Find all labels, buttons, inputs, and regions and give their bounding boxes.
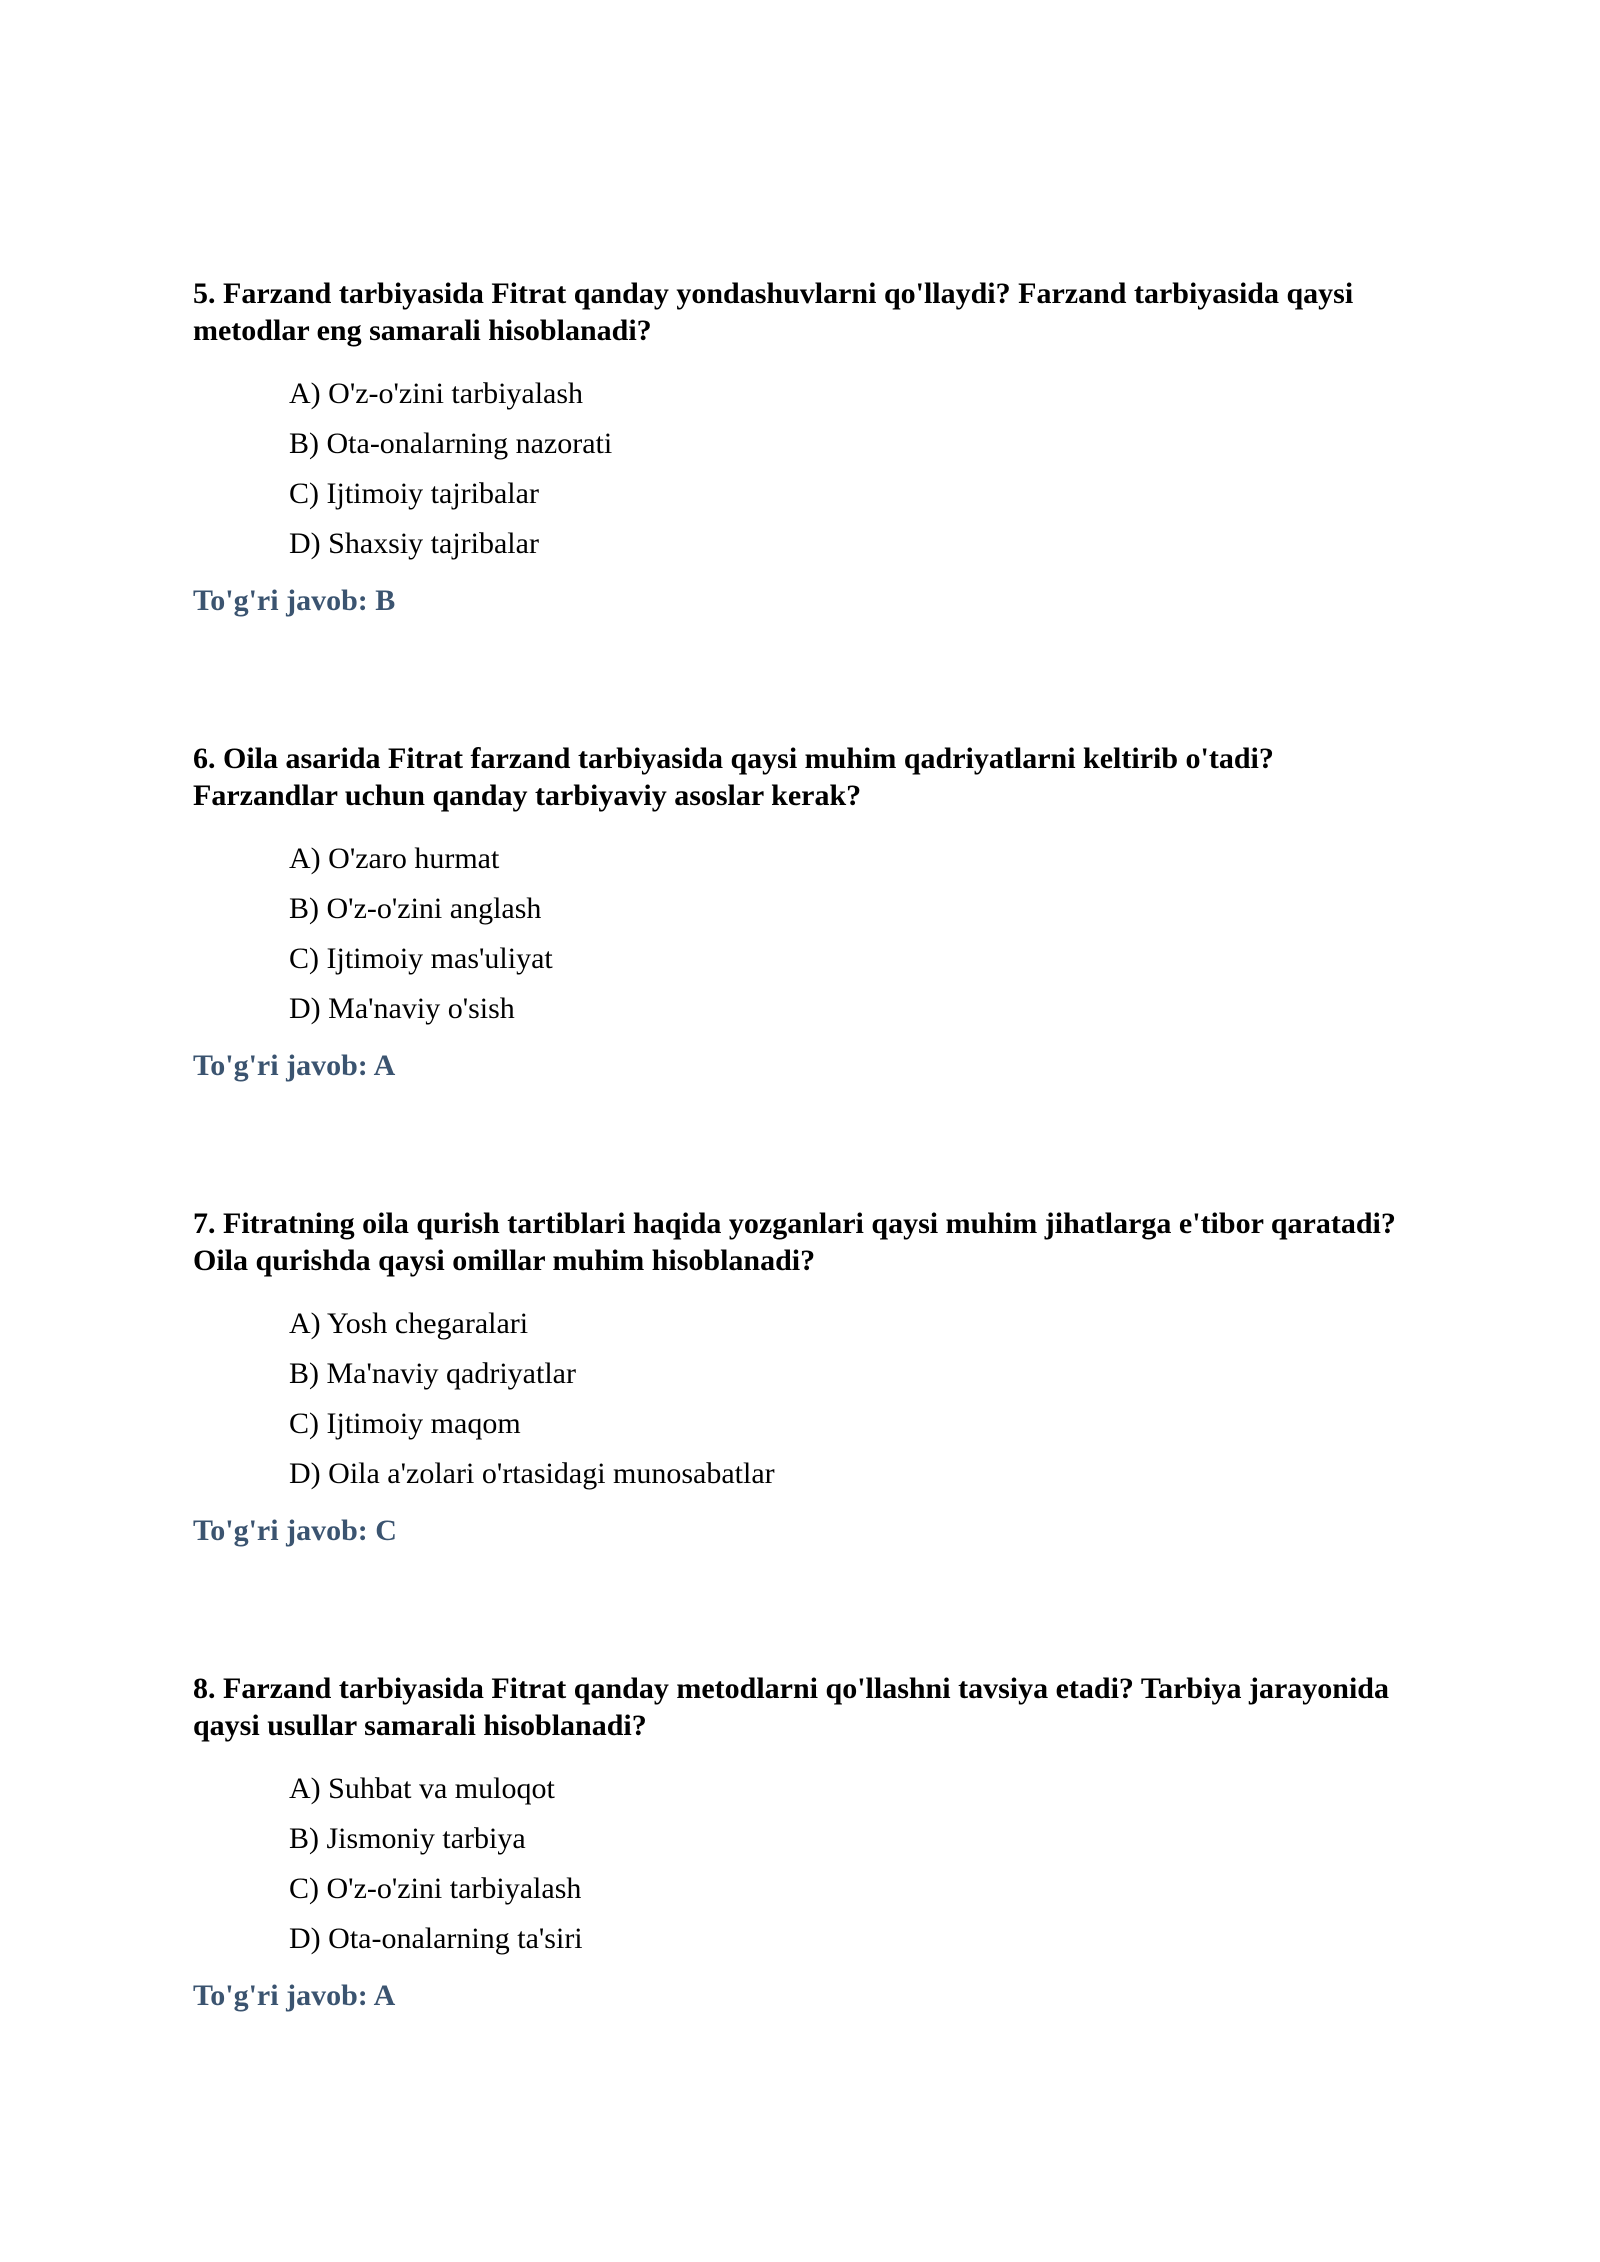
answer-options	[193, 369, 1423, 569]
correct-answer-label: To'g'ri javob:	[193, 1514, 368, 1547]
question-text: 5. Farzand tarbiyasida Fitrat qanday yondashuvlarni qo'llaydi? Farzand tarbiyasida qaysi metodlar eng samarali hisoblanadi?	[193, 277, 1354, 347]
correct-answer	[193, 1047, 1423, 1084]
option-d: D) Oila a'zolari o'rtasidagi munosabatlar	[289, 1457, 775, 1490]
question-block-7	[193, 1205, 1423, 1549]
correct-answer-letter: B	[375, 584, 396, 617]
option-d: D) Ota-onalarning ta'siri	[289, 1922, 583, 1955]
correct-answer	[193, 582, 1423, 619]
question-text: 7. Fitratning oila qurish tartiblari haqida yozganlari qaysi muhim jihatlarga e'tibor qaratadi? Oila qurishda qaysi omillar muhim hisoblanadi?	[193, 1207, 1396, 1277]
correct-answer-label: To'g'ri javob:	[193, 1049, 368, 1082]
option-b: B) O'z-o'zini anglash	[289, 892, 542, 925]
correct-answer-letter: A	[373, 1979, 396, 2012]
option-d: D) Ma'naviy o'sish	[289, 992, 515, 1025]
option-b: B) Jismoniy tarbiya	[289, 1822, 526, 1855]
option-c: C) Ijtimoiy maqom	[289, 1407, 521, 1440]
option-a: A) Yosh chegaralari	[289, 1307, 529, 1340]
answer-options	[193, 834, 1423, 1034]
option-c: C) Ijtimoiy mas'uliyat	[289, 942, 553, 975]
correct-answer-label: To'g'ri javob:	[193, 584, 368, 617]
correct-answer	[193, 1512, 1423, 1549]
option-a: A) O'zaro hurmat	[289, 842, 500, 875]
correct-answer	[193, 1977, 1423, 2014]
option-a: A) O'z-o'zini tarbiyalash	[289, 377, 584, 410]
answer-options	[193, 1299, 1423, 1499]
question-block-8	[193, 1670, 1423, 2014]
correct-answer-letter: C	[375, 1514, 397, 1547]
option-b: B) Ma'naviy qadriyatlar	[289, 1357, 576, 1390]
question-block-5	[193, 275, 1423, 619]
question-text: 8. Farzand tarbiyasida Fitrat qanday metodlarni qo'llashni tavsiya etadi? Tarbiya jarayonida qaysi usullar samarali hisoblanadi?	[193, 1672, 1389, 1742]
correct-answer-letter: A	[373, 1049, 396, 1082]
question-block-6	[193, 740, 1423, 1084]
option-a: A) Suhbat va muloqot	[289, 1772, 555, 1805]
question-text: 6. Oila asarida Fitrat farzand tarbiyasida qaysi muhim qadriyatlarni keltirib o'tadi? Farzandlar uchun qanday tarbiyaviy asoslar kerak?	[193, 742, 1274, 812]
correct-answer-label: To'g'ri javob:	[193, 1979, 368, 2012]
option-c: C) O'z-o'zini tarbiyalash	[289, 1872, 582, 1905]
option-d: D) Shaxsiy tajribalar	[289, 527, 539, 560]
option-b: B) Ota-onalarning nazorati	[289, 427, 613, 460]
answer-options	[193, 1764, 1423, 1964]
option-c: C) Ijtimoiy tajribalar	[289, 477, 539, 510]
